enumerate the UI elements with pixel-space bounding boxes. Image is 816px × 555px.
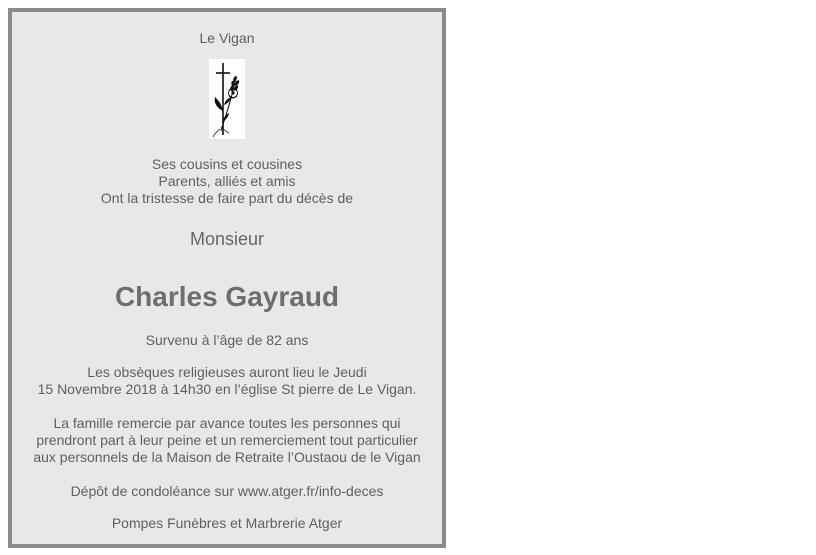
- thanks-line: prendront part à leur peine et un remerciement tout particulier: [36, 432, 418, 448]
- intro-line: Ont la tristesse de faire part du décès de: [100, 190, 354, 206]
- intro-line: Ses cousins et cousines: [151, 156, 303, 172]
- funeral-details-line: 15 Novembre 2018 à 14h30 en l’église St pierre de Le Vigan.: [37, 381, 417, 397]
- honorific-title: Monsieur: [189, 229, 265, 249]
- funeral-home-name: Pompes Funèbres et Marbrerie Atger: [111, 515, 343, 531]
- condolence-info: Dépôt de condoléance sur www.atger.fr/info-deces: [70, 483, 384, 499]
- location-label: Le Vigan: [199, 30, 255, 46]
- deceased-name: Charles Gayraud: [114, 281, 340, 312]
- obituary-notice-card: [8, 8, 446, 548]
- thanks-line: La famille remercie par avance toutes les personnes qui: [53, 415, 401, 431]
- intro-line: Parents, alliés et amis: [158, 173, 296, 189]
- age-statement: Survenu à l’âge de 82 ans: [145, 332, 309, 348]
- funeral-details-line: Les obsèques religieuses auront lieu le Jeudi: [87, 364, 367, 380]
- cross-with-wheat-and-flower-icon: [209, 59, 245, 139]
- thanks-line: aux personnels de la Maison de Retraite l’Oustaou de le Vigan: [33, 449, 421, 465]
